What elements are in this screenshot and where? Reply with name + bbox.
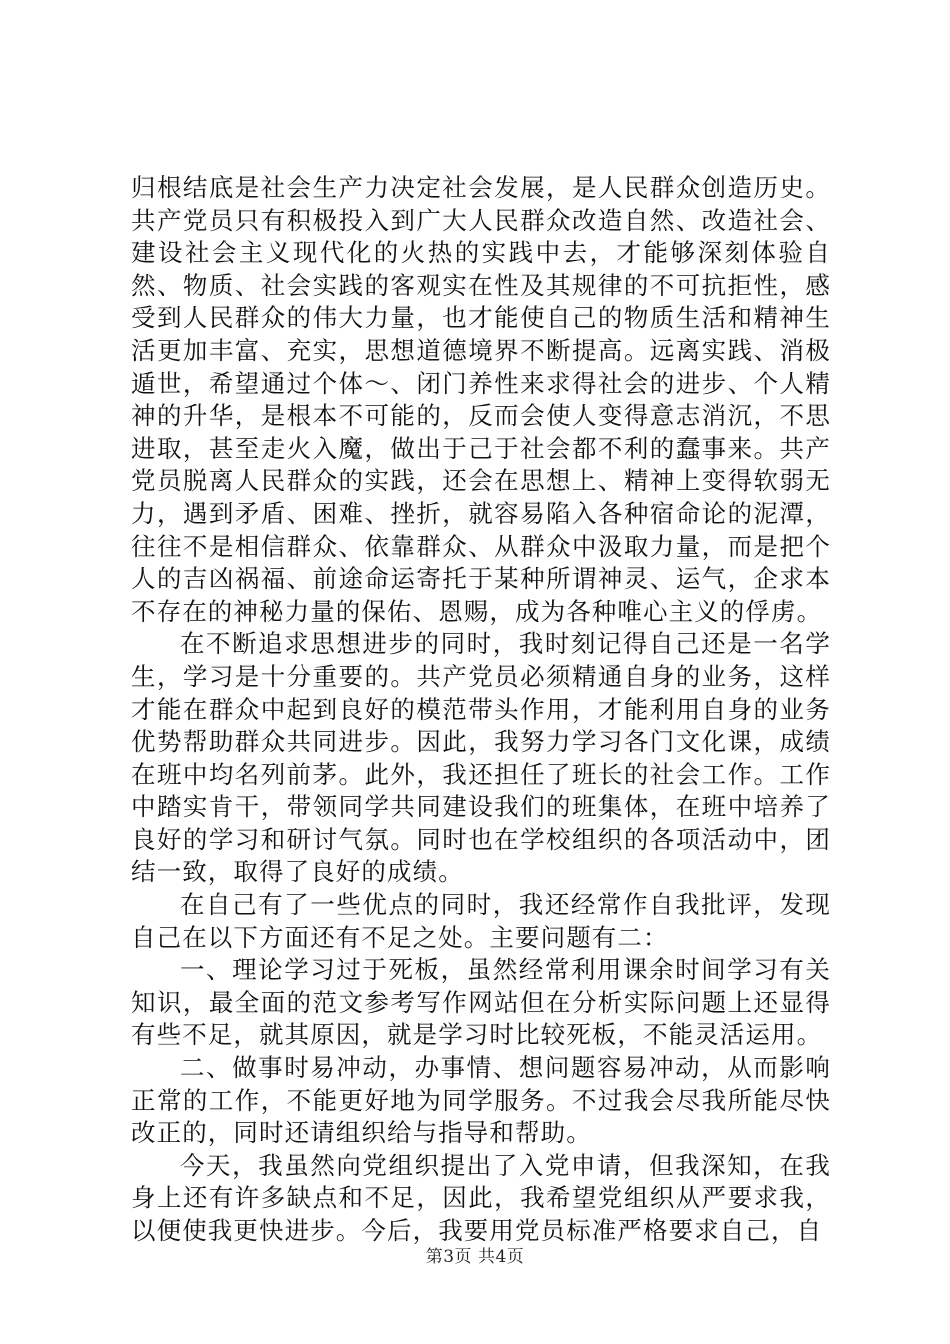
- paragraph-2: 在不断追求思想进步的同时，我时刻记得自己还是一名学生，学习是十分重要的。共产党员必须精通自身的业务，这样才能在群众中起到良好的模范带头作用，才能利用自身的业务优势帮助群众共同进步。因此，我努力学习各门文化课，成绩在班中均名列前茅。此外，我还担任了班长的社会工作。工作中踏实肯干，带领同学共同建设我们的班集体，在班中培养了良好的学习和研讨气氛。同时也在学校组织的各项活动中，团结一致，取得了良好的成绩。: [131, 629, 831, 887]
- document-body: [131, 172, 831, 1248]
- paragraph-3: 在自己有了一些优点的同时，我还经常作自我批评，发现自己在以下方面还有不足之处。主要问题有二：: [131, 890, 831, 952]
- paragraph-4: 一、理论学习过于死板，虽然经常利用课余时间学习有关知识，最全面的范文参考写作网站但在分析实际问题上还显得有些不足，就其原因，就是学习时比较死板，不能灵活运用。: [131, 955, 831, 1050]
- paragraph-1: 归根结底是社会生产力决定社会发展，是人民群众创造历史。共产党员只有积极投入到广大人民群众改造自然、改造社会、建设社会主义现代化的火热的实践中去，才能够深刻体验自然、物质、社会实践的客观实在性及其规律的不可抗拒性，感受到人民群众的伟大力量，也才能使自己的物质生活和精神生活更加丰富、充实，思想道德境界不断提高。远离实践、消极遁世，希望通过个体～、闭门养性来求得社会的进步、个人精神的升华，是根本不可能的，反而会使人变得意志消沉，不思进取，甚至走火入魔，做出于己于社会都不利的蠢事来。共产党员脱离人民群众的实践，还会在思想上、精神上变得软弱无力，遇到矛盾、困难、挫折，就容易陷入各种宿命论的泥潭，往往不是相信群众、依靠群众、从群众中汲取力量，而是把个人的吉凶祸福、前途命运寄托于某种所谓神灵、运气，企求本不存在的神秘力量的保佑、恩赐，成为各种唯心主义的俘虏。: [131, 173, 831, 626]
- paragraph-6: 今天，我虽然向党组织提出了入党申请，但我深知，在我身上还有许多缺点和不足，因此，我希望党组织从严要求我，以便使我更快进步。今后，我要用党员标准严格要求自己，自: [131, 1150, 831, 1245]
- page-footer: 第3页 共4页: [425, 1247, 525, 1267]
- paragraph-5: 二、做事时易冲动，办事情、想问题容易冲动，从而影响正常的工作，不能更好地为同学服务。不过我会尽我所能尽快改正的，同时还请组织给与指导和帮助。: [131, 1053, 831, 1148]
